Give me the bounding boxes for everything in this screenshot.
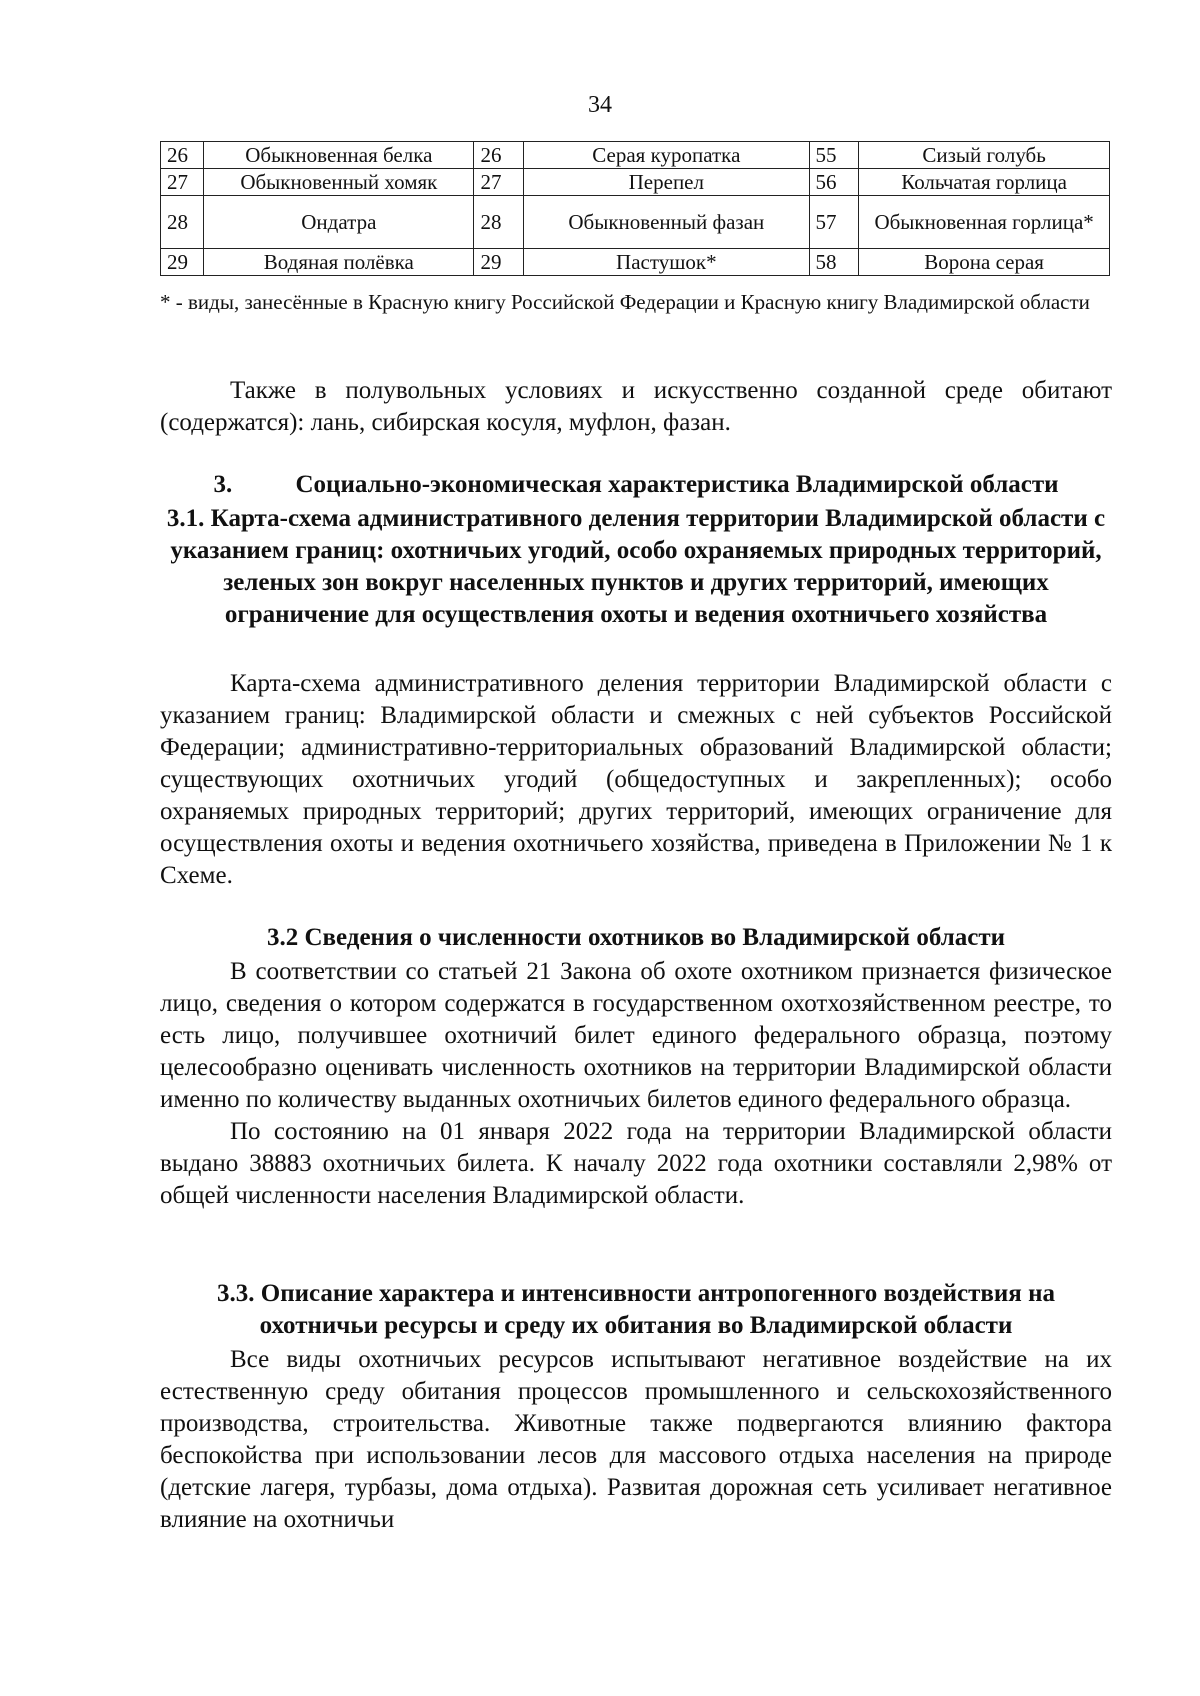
table-row (161, 142, 1110, 169)
table-cell: 26 (161, 142, 204, 169)
table-cell: Серая куропатка (524, 142, 809, 169)
paragraph: Все виды охотничьих ресурсов испытывают негативное воздействие на их естественную среду обитания процессов промышленного и сельскохозяйственного производства, строительства. Животные также подвергаются влиянию фактора беспокойства при использовании лесов для массового отдыха населения на природе (детские лагеря, турбазы, дома отдыха). Развитая дорожная сеть усиливает негативное влияние на охотничьи (160, 1346, 1112, 1533)
section-3-2-body (160, 956, 1112, 1212)
table-row (161, 249, 1110, 276)
section-3-1-body (160, 668, 1112, 892)
page-number: 34 (588, 92, 612, 118)
table-row (161, 169, 1110, 196)
table-cell: 26 (474, 142, 524, 169)
table-cell: 28 (161, 196, 204, 249)
table-cell: Пастушок* (524, 249, 809, 276)
table-cell: Обыкновенный хомяк (204, 169, 474, 196)
section-3-1-heading: 3.1. Карта-схема административного деления территории Владимирской области с указанием границ: охотничьих угодий, особо охраняемых природных территорий, зеленых зон вокруг населенных пунктов и других территорий, имеющих ограничение для осуществления охоты и ведения охотничьего хозяйства (166, 505, 1106, 628)
section-3-3-body (160, 1344, 1112, 1536)
table-cell: 27 (474, 169, 524, 196)
section-3-heading (160, 469, 1112, 501)
table-cell: 29 (474, 249, 524, 276)
table-cell: 27 (161, 169, 204, 196)
table-cell: Обыкновенная белка (204, 142, 474, 169)
section-title: Социально-экономическая характеристика Владимирской области (295, 471, 1059, 498)
section-3-2-heading: 3.2 Сведения о численности охотников во Владимирской области (266, 924, 1006, 951)
paragraph: Также в полувольных условиях и искусственно созданной среде обитают (содержатся): лань, сибирская косуля, муфлон, фазан. (160, 377, 1112, 436)
table-cell: 56 (809, 169, 859, 196)
table-cell: Сизый голубь (859, 142, 1110, 169)
table-cell: Перепел (524, 169, 809, 196)
table-cell: Кольчатая горлица (859, 169, 1110, 196)
table-row (161, 196, 1110, 249)
species-table (160, 141, 1110, 276)
table-cell: 55 (809, 142, 859, 169)
table-cell: 28 (474, 196, 524, 249)
table-cell: Ворона серая (859, 249, 1110, 276)
paragraph: Карта-схема административного деления территории Владимирской области с указанием границ: Владимирской области и смежных с ней субъектов Российской Федерации; административно-территориальных образований Владимирской области; существующих охотничьих угодий (общедоступных и закрепленных); особо охраняемых природных территорий; других территорий, имеющих ограничение для осуществления охоты и ведения охотничьего хозяйства, приведена в Приложении № 1 к Схеме. (160, 670, 1112, 889)
table-footnote: * - виды, занесённые в Красную книгу Российской Федерации и Красную книгу Владимирской области (160, 290, 1090, 314)
section-3-3-heading: 3.3. Описание характера и интенсивности антропогенного воздействия на охотничьи ресурсы и среду их обитания во Владимирской области (217, 1280, 1055, 1339)
table-cell: Водяная полёвка (204, 249, 474, 276)
table-cell: Обыкновенный фазан (524, 196, 809, 249)
table-cell: 29 (161, 249, 204, 276)
table-cell: Ондатра (204, 196, 474, 249)
table-cell: 57 (809, 196, 859, 249)
table-cell: 58 (809, 249, 859, 276)
table-cell: Обыкновенная горлица* (859, 196, 1110, 249)
paragraph: В соответствии со статьей 21 Закона об охоте охотником признается физическое лицо, сведения о котором содержатся в государственном охотхозяйственном реестре, то есть лицо, получившее охотничий билет единого федерального образца, поэтому целесообразно оценивать численность охотников на территории Владимирской области именно по количеству выданных охотничьих билетов единого федерального образца. (160, 958, 1112, 1113)
section-number: 3. (213, 471, 233, 498)
paragraph: По состоянию на 01 января 2022 года на территории Владимирской области выдано 38883 охотничьих билета. К началу 2022 года охотники составляли 2,98% от общей численности населения Владимирской области. (160, 1118, 1112, 1209)
semi-free-paragraph (160, 375, 1112, 439)
